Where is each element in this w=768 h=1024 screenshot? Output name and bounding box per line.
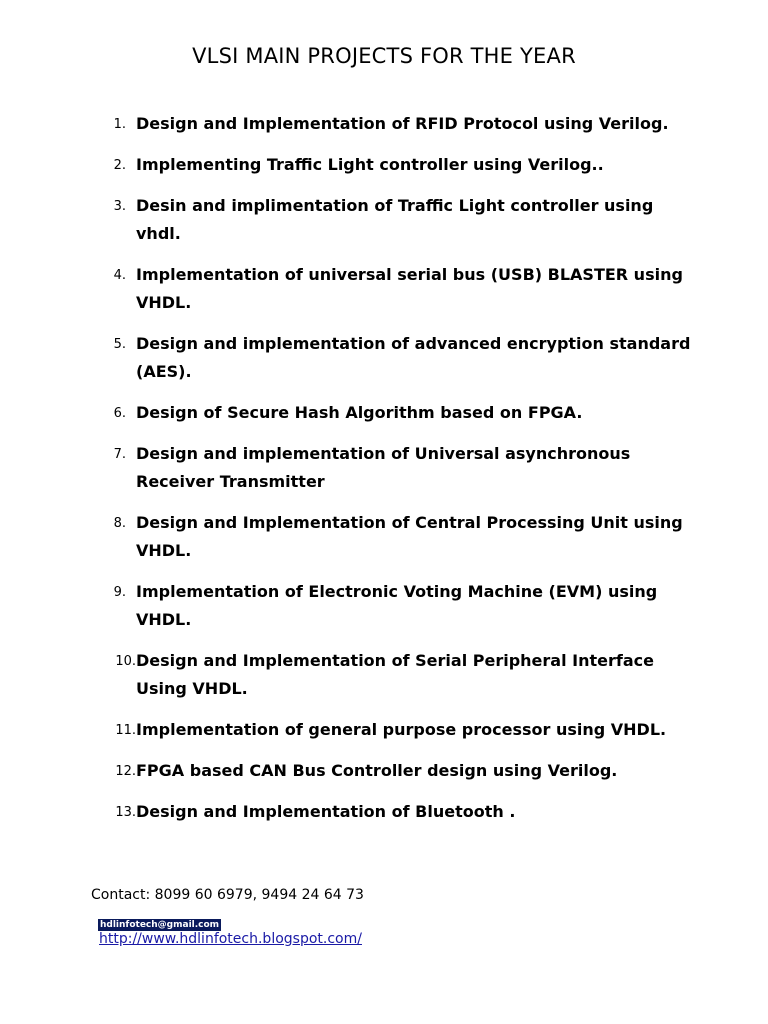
item-number: 5.: [113, 337, 126, 352]
item-text: Desin and implimentation of Traffic Light controller using vhdl.: [136, 196, 654, 243]
list-item: [96, 757, 696, 785]
list-item: [96, 261, 696, 317]
item-number: 11.: [115, 723, 136, 738]
item-number: 3.: [113, 199, 126, 214]
item-text: Implementation of general purpose processor using VHDL.: [136, 720, 667, 739]
item-number: 8.: [113, 516, 126, 531]
item-text: Implementing Traffic Light controller using Verilog..: [136, 155, 604, 174]
list-item: [96, 440, 696, 496]
project-list: [96, 110, 696, 839]
item-text: Implementation of Electronic Voting Machine (EVM) using VHDL.: [136, 582, 658, 629]
item-number: 10.: [115, 654, 136, 669]
item-number: 9.: [113, 585, 126, 600]
list-item: [96, 509, 696, 565]
website-link[interactable]: http://www.hdlinfotech.blogspot.com/: [99, 931, 362, 947]
email-address[interactable]: hdlinfotech@gmail.com: [100, 920, 220, 930]
item-number: 1.: [113, 117, 126, 132]
item-text: Design of Secure Hash Algorithm based on FPGA.: [136, 403, 583, 422]
list-item: [96, 716, 696, 744]
item-number: 7.: [113, 447, 126, 462]
item-number: 6.: [113, 406, 126, 421]
item-text: Implementation of universal serial bus (USB) BLASTER using VHDL.: [136, 265, 683, 312]
item-text: Design and implementation of Universal asynchronous Receiver Transmitter: [136, 444, 631, 491]
item-number: 2.: [113, 158, 126, 173]
item-text: Design and Implementation of Serial Peripheral Interface Using VHDL.: [136, 651, 654, 698]
list-item: [96, 578, 696, 634]
page-title: VLSI MAIN PROJECTS FOR THE YEAR: [192, 44, 576, 68]
list-item: [96, 192, 696, 248]
item-number: 12.: [115, 764, 136, 779]
item-text: Design and implementation of advanced encryption standard (AES).: [136, 334, 691, 381]
list-item: [96, 330, 696, 386]
item-text: FPGA based CAN Bus Controller design using Verilog.: [136, 761, 618, 780]
item-text: Design and Implementation of Bluetooth .: [136, 802, 516, 821]
item-text: Design and Implementation of RFID Protocol using Verilog.: [136, 114, 669, 133]
list-item: [96, 647, 696, 703]
list-item: [96, 798, 696, 826]
list-item: [96, 110, 696, 138]
contact-info: Contact: 8099 60 6979, 9494 24 64 73: [91, 887, 364, 903]
list-item: [96, 151, 696, 179]
item-number: 4.: [113, 268, 126, 283]
item-number: 13.: [115, 805, 136, 820]
list-item: [96, 399, 696, 427]
item-text: Design and Implementation of Central Processing Unit using VHDL.: [136, 513, 683, 560]
